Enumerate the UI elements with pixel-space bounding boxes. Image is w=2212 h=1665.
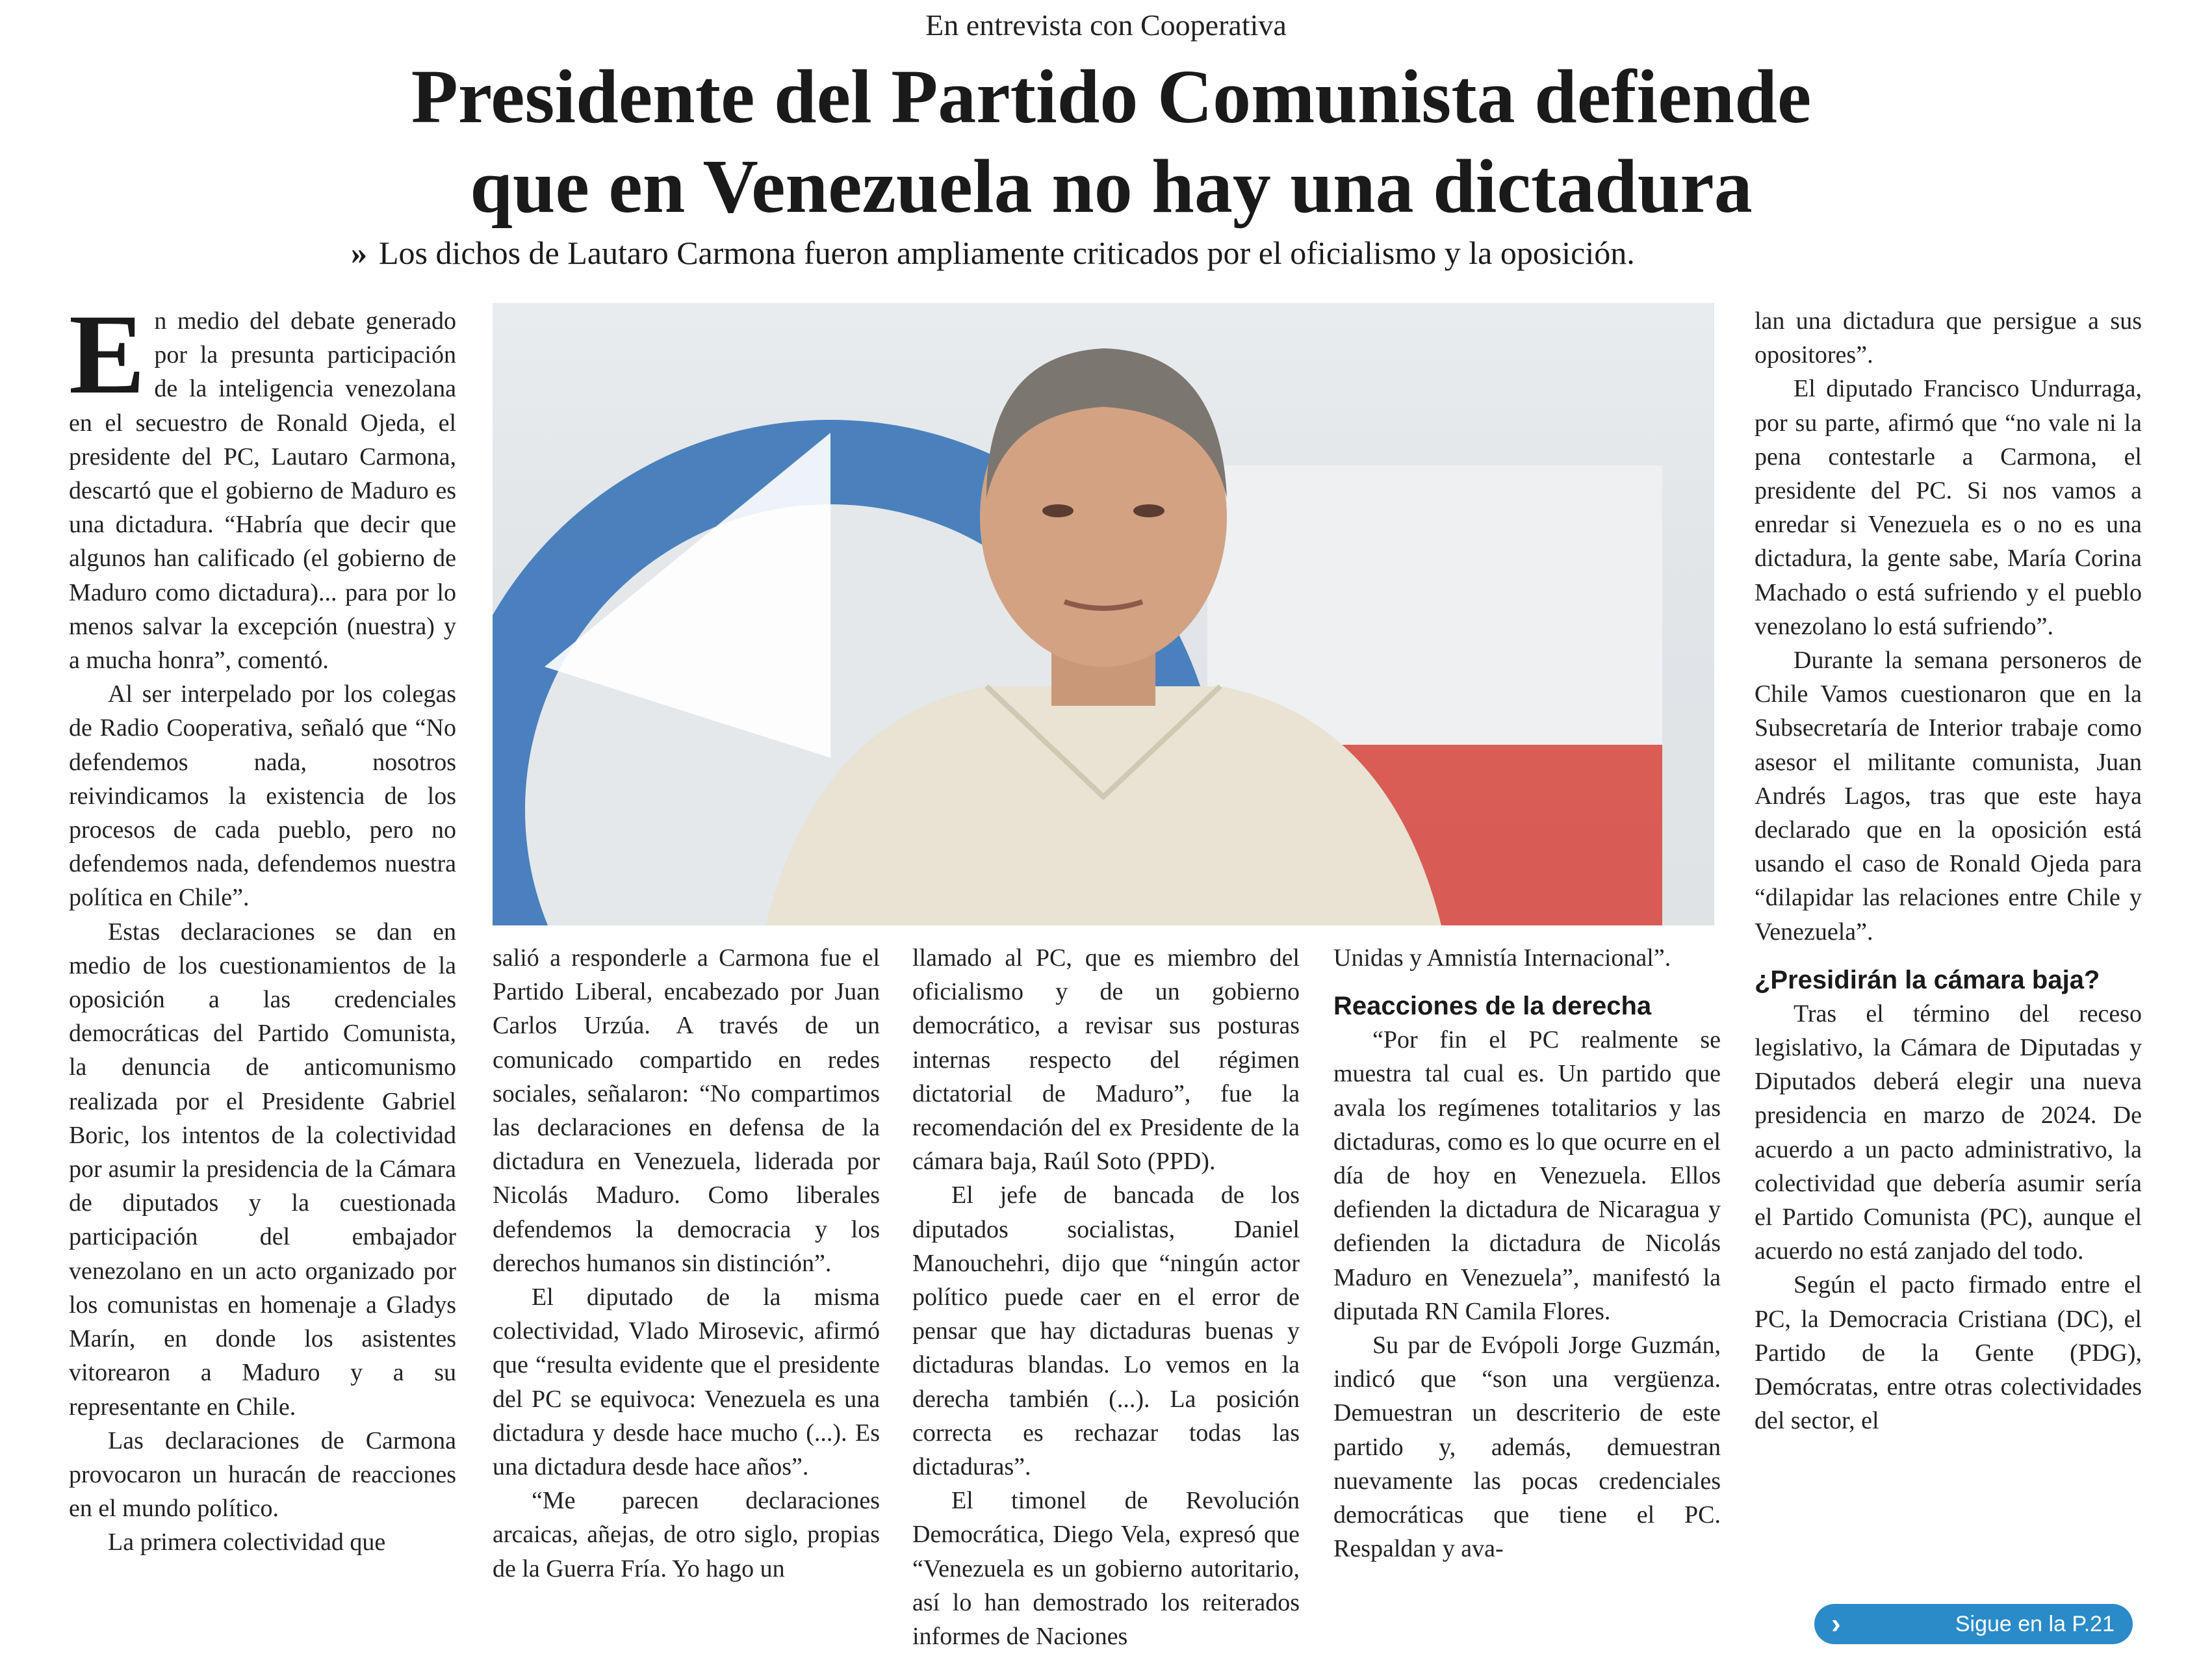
paragraph: Su par de Evópoli Jorge Guzmán, indicó que “son una vergüenza. Demuestran un descriterio de este partido y, además, demuestran nuevamente las pocas credenciales democráticas que tiene el PC. Respaldan y ava- [1333,1332,1721,1563]
section-heading: Reacciones de la derecha [1333,992,1652,1021]
paragraph: Unidas y Amnistía Internacional”. [1333,944,1671,972]
paragraph: salió a responderle a Carmona fue el Partido Liberal, encabezado por Juan Carlos Urzúa. A través de un comunicado compartido en redes sociales, señalaron: “No compartimos las declaraciones en defensa de la dictadura en Venezuela, liderada por Nicolás Maduro. Como liberales defendemos la democracia y los derechos humanos sin distinción”. [493,944,880,1277]
chevron-right-icon: › [1831,1608,1841,1640]
subhead [351,234,1910,272]
headline-line-2: que en Venezuela no hay una dictadura [470,144,1753,229]
portrait-illustration [493,303,1714,925]
paragraph: Al ser interpelado por los colegas de Radio Cooperativa, señaló que “No defendemos nada, nosotros reivindicamos la existencia de los procesos de cada pueblo, pero no defendemos nada, defendemos nuestra política en Chile”. [69,680,456,912]
continue-label: Sigue en la P.21 [1955,1612,2115,1636]
column-2 [493,941,880,1586]
paragraph: Durante la semana personeros de Chile Vamos cuestionaron que en la Subsecretaría de Interior trabaje como asesor el militante comunista, Juan Andrés Lagos, tras que este haya declarado que en la oposición está usando el caso de Ronald Ojeda para “dilapidar las relaciones entre Chile y Venezuela”. [1755,647,2142,946]
drop-cap: E [69,291,146,418]
column-5 [1755,304,2142,1438]
paragraph: Según el pacto firmado entre el PC, la Democracia Cristiana (DC), el Partido de la Gente (PDG), Demócratas, entre otras colectividades del sector, el [1755,1271,2142,1435]
continue-on-page-link[interactable] [1814,1604,2133,1644]
headline [169,52,2053,231]
section-heading: ¿Presidirán la cámara baja? [1755,965,2100,994]
paragraph: lan una dictadura que persigue a sus opositores”. [1755,307,2142,369]
paragraph: “Por fin el PC realmente se muestra tal cual es. Un partido que avala los regímenes totalitarios y las dictaduras, como es lo que ocurre en el día de hoy en Venezuela. Ellos defienden la dictadura de Nicaragua y defienden la dictadura de Nicolás Maduro en Venezuela”, manifestó la diputada RN Camila Flores. [1333,1026,1721,1325]
headline-line-1: Presidente del Partido Comunista defiende [411,54,1812,139]
paragraph: Estas declaraciones se dan en medio de los cuestionamientos de la oposición a las credenciales democráticas del Partido Comunista, la denuncia de anticomunismo realizada por el Presidente Gabriel Boric, los intentos de la colectividad por asumir la presidencia de la Cámara de diputados y la cuestionada participación del embajador venezolano en un acto organizado por los comunistas en homenaje a Gladys Marín, en donde los asistentes vitorearon a Maduro y a su representante en Chile. [69,918,456,1421]
kicker: En entrevista con Cooperativa [925,8,1287,42]
double-chevron-right-icon: » [351,235,367,271]
paragraph: “Me parecen declaraciones arcaicas, añejas, de otro siglo, propias de la Guerra Fría. Yo hago un [493,1487,880,1582]
article-photo [493,303,1714,925]
paragraph: El diputado Francisco Undurraga, por su parte, afirmó que “no vale ni la pena contestarle a Carmona, el presidente del PC. Si nos vamos a enredar si Venezuela es o no es una dictadura, la gente sabe, María Corina Machado o está sufriendo y el pueblo venezolano lo está sufriendo”. [1755,375,2142,640]
column-1 [69,291,456,1560]
paragraph: Tras el término del receso legislativo, la Cámara de Diputadas y Diputados deberá elegir una nueva presidencia en marzo de 2024. De acuerdo a un pacto administrativo, la colectividad que debería asumir sería el Partido Comunista (PC), aunque el acuerdo no está zanjado del todo. [1755,1000,2142,1265]
paragraph: El timonel de Revolución Democrática, Diego Vela, expresó que “Venezuela es un gobierno autoritario, así lo han demostrado los reiterados informes de Naciones [912,1487,1300,1651]
column-4 [1333,941,1721,1566]
paragraph: En medio del debate generado por la presunta participación de la inteligencia venezolana en el secuestro de Ronald Ojeda, el presidente del PC, Lautaro Carmona, descartó que el gobierno de Maduro es una dictadura. “Habría que decir que algunos han calificado (el gobierno de Maduro como dictadura)... para por lo menos salvar la excepción (nuestra) y a mucha honra”, comentó. [69,291,456,675]
subhead-text: Los dichos de Lautaro Carmona fueron ampliamente criticados por el oficialismo y la oposición. [379,235,1635,271]
paragraph: El diputado de la misma colectividad, Vlado Mirosevic, afirmó que “resulta evidente que el presidente del PC se equivoca: Venezuela es una dictadura y desde hace mucho (...). Es una dictadura desde hace años”. [493,1284,880,1481]
column-3 [912,941,1300,1653]
paragraph: llamado al PC, que es miembro del oficialismo y de un gobierno democrático, a revisar sus posturas internas respecto del régimen dictatorial de Maduro”, fue la recomendación del ex Presidente de la cámara baja, Raúl Soto (PPD). [912,944,1300,1176]
paragraph: La primera colectividad que [108,1529,386,1556]
paragraph: El jefe de bancada de los diputados socialistas, Daniel Manouchehri, dijo que “ningún actor político puede caer en el error de pensar que hay dictaduras buenas y dictaduras blandas. Lo vemos en la derecha también (...). La posición correcta es rechazar todas las dictaduras”. [912,1181,1300,1481]
paragraph: Las declaraciones de Carmona provocaron un huracán de reacciones en el mundo político. [69,1426,456,1523]
